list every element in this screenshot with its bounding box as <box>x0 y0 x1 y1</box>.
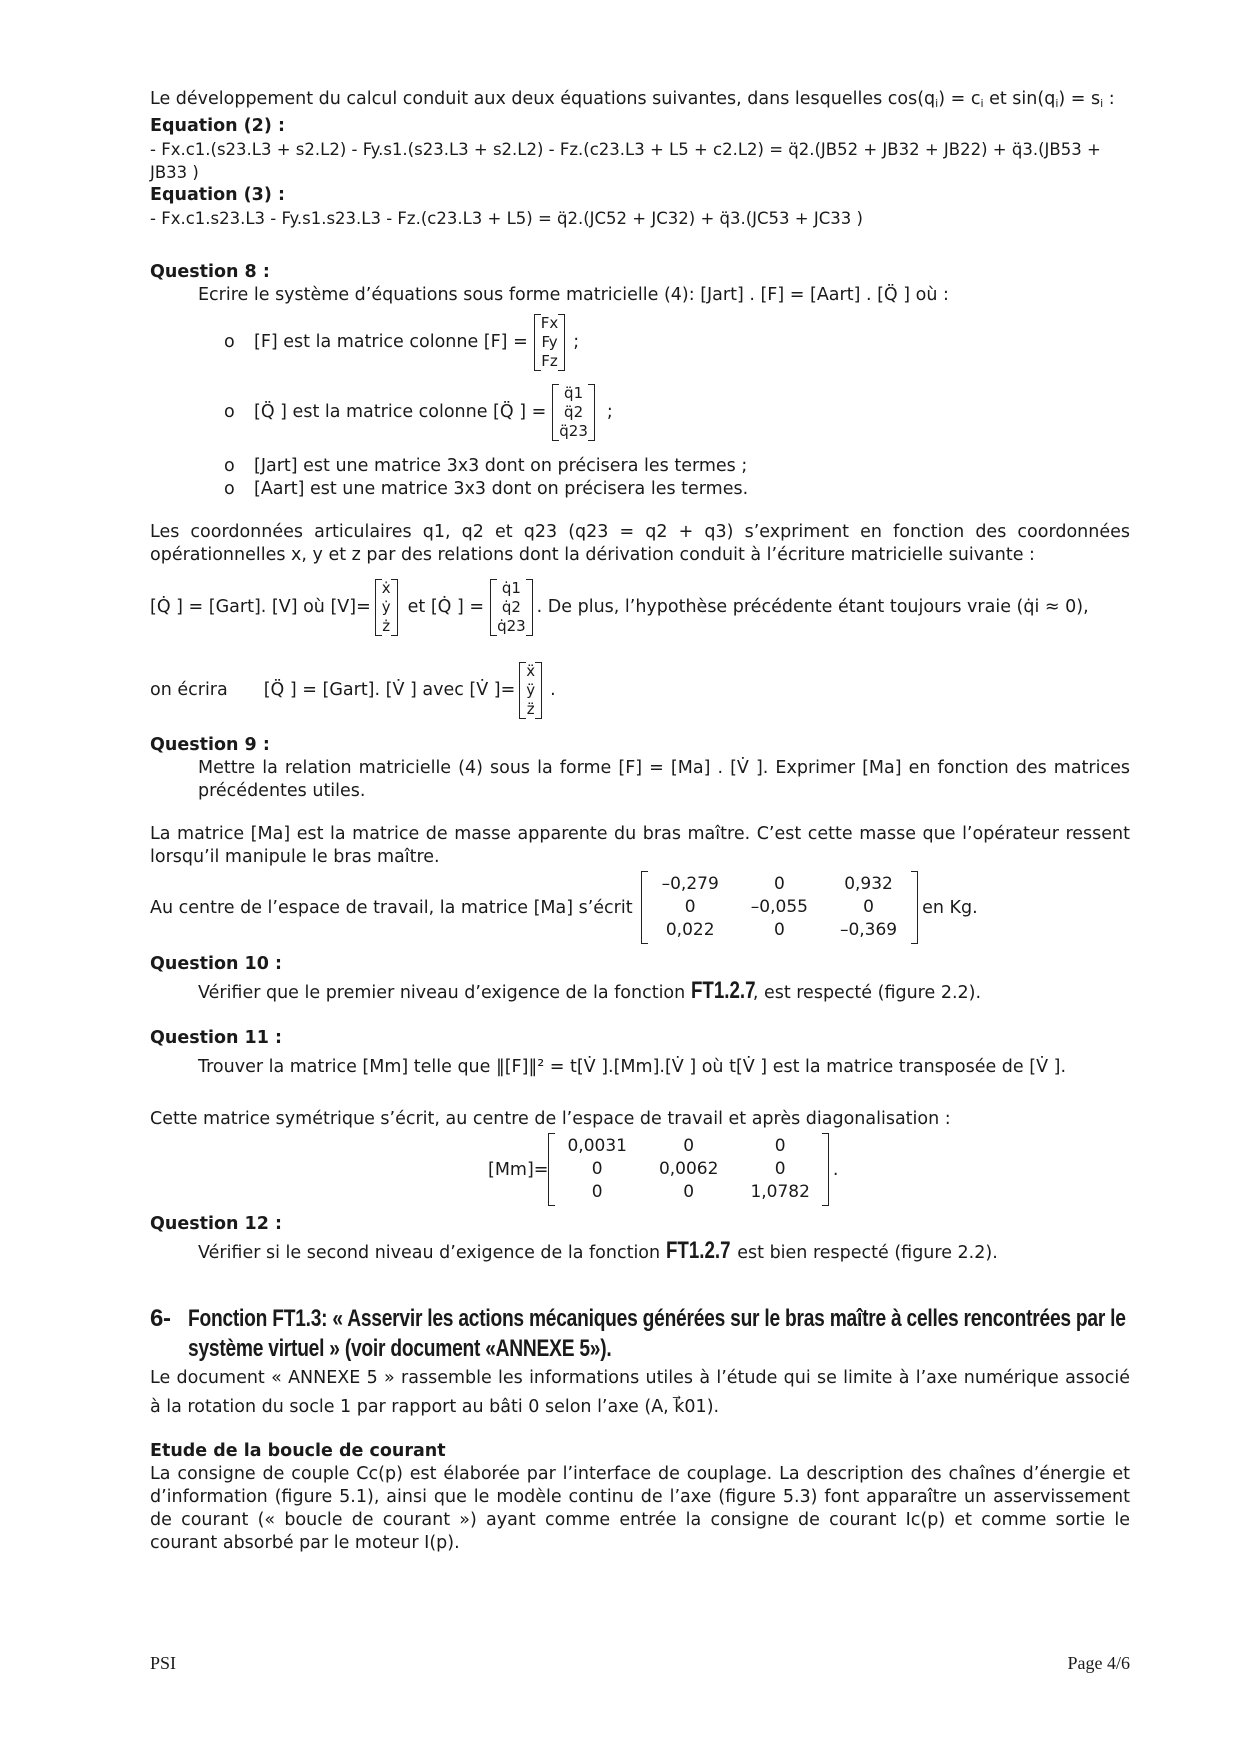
question-9-text: Mettre la relation matricielle (4) sous la forme [F] = [Ma] . [V̇ ]. Exprimer [Ma] en fonction des matrices précédentes utiles. <box>198 758 1130 801</box>
question-12-label: Question 12 : <box>150 1214 283 1234</box>
question-11-text: Trouver la matrice [Mm] telle que ‖[F]‖² = t[V̇ ].[Mm].[V̇ ] où t[V̇ ] est la matrice transposée de [V̇ ]. <box>198 1057 1067 1077</box>
mm-matrix-line: [Mm]= 0,0031 0 0 0 0,0062 0 0 0 1,0782 . <box>488 1133 1130 1206</box>
equation-2-label: Equation (2) : <box>150 116 285 136</box>
mm-paragraph: Cette matrice symétrique s’écrit, au centre de l’espace de travail et après diagonalisation : <box>150 1109 951 1129</box>
question-10-label: Question 10 : <box>150 954 283 974</box>
section-6-heading <box>150 1304 1130 1364</box>
coords-paragraph: Les coordonnées articulaires q1, q2 et q23 (q23 = q2 + q3) s’expriment en fonction des coordonnées opérationnelles x, y et z par des relations dont la dérivation conduit à l’écriture matricielle suivante : <box>150 522 1130 565</box>
v-column-vector: ẋ ẏ ż <box>375 579 398 636</box>
ft127-label: FT1.2.7 <box>665 1237 731 1264</box>
question-11-label: Question 11 : <box>150 1028 283 1048</box>
ft127-label: FT1.2.7 <box>690 977 756 1004</box>
q-column-vector: q̈1 q̈2 q̈23 <box>552 384 595 441</box>
page-number: Page 4/6 <box>1067 1653 1130 1673</box>
question-9-label: Question 9 : <box>150 735 270 755</box>
page-footer <box>150 1653 1130 1674</box>
section-title: Fonction FT1.3: « Asservir les actions mécaniques générées sur le bras maître à celles rencontrées par le système virtuel » (voir document «ANNEXE 5»). <box>188 1305 1126 1362</box>
section-number: 6- <box>150 1305 171 1332</box>
coords-line-2: on écrira [Q̈ ] = [Gart]. [V̇ ] avec [V̇ ]= ẍ ÿ z̈ . <box>150 661 556 718</box>
section-6-paragraph: Le document « ANNEXE 5 » rassemble les informations utiles à l’étude qui se limite à l’axe numérique associé à la rotation du socle 1 par rapport au bâti 0 selon l’axe (A, k⃗01). <box>150 1368 1130 1417</box>
question-8-text: Ecrire le système d’équations sous forme matricielle (4): [Jart] . [F] = [Aart] . [Q̈ ] où : <box>198 285 949 305</box>
bullet: o <box>224 331 235 352</box>
bullet: o <box>224 456 235 476</box>
bullet: o <box>224 401 235 422</box>
ma-paragraph: La matrice [Ma] est la matrice de masse apparente du bras maître. C’est cette masse que l’opérateur ressent lorsqu’il manipule le bras maître. <box>150 824 1130 867</box>
equation-3-label: Equation (3) : <box>150 185 285 205</box>
bullet-jart: o [Jart] est une matrice 3x3 dont on précisera les termes ; <box>224 456 748 476</box>
coords-line-1: [Q̇ ] = [Gart]. [V] où [V]= ẋ ẏ ż et [Q̇ ] = q̇1 q̇2 q̇23 . De plus, l’hypothèse précédente étant toujours vraie (q̇i ≈ 0), <box>150 578 1089 635</box>
vdot-column-vector: ẍ ÿ z̈ <box>519 662 542 719</box>
boucle-title: Etude de la boucle de courant <box>150 1441 446 1461</box>
intro-paragraph: Le développement du calcul conduit aux deux équations suivantes, dans lesquelles $\cos(q_i) = c_i$ et $\sin(q_i) = s_i$ : <box>150 89 1115 110</box>
question-12-text: Vérifier si le second niveau d’exigence de la fonction FT1.2.7 est bien respecté (figure 2.2). <box>198 1237 998 1264</box>
mm-matrix: 0,0031 0 0 0 0,0062 0 0 0 1,0782 <box>548 1133 828 1206</box>
bullet: o <box>224 479 235 499</box>
question-8-label: Question 8 : <box>150 262 270 282</box>
equation-2: - Fx.c1.(s23.L3 + s2.L2) - Fy.s1.(s23.L3 + s2.L2) - Fz.(c23.L3 + L5 + c2.L2) = q̈2.(JB52 + JB32 + JB22) + q̈3.(JB53 + JB33 ) <box>150 140 1101 182</box>
page-content <box>150 88 1130 1555</box>
bullet-aart: o [Aart] est une matrice 3x3 dont on précisera les termes. <box>224 479 749 499</box>
footer-left: PSI <box>150 1653 177 1673</box>
boucle-paragraph: La consigne de couple Cc(p) est élaborée par l’interface de couplage. La description des chaînes d’énergie et d’information (figure 5.1), ainsi que le modèle continu de l’axe (figure 5.3) font apparaître un asservissement de courant (« boucle de courant ») ayant comme entrée la consigne de courant Ic(p) et comme sortie le courant absorbé par le moteur I(p). <box>150 1464 1130 1553</box>
equation-3: - Fx.c1.s23.L3 - Fy.s1.s23.L3 - Fz.(c23.L3 + L5) = q̈2.(JC52 + JC32) + q̈3.(JC53 + JC33 ) <box>150 209 863 228</box>
bullet-q-matrix: o [Q̈ ] est la matrice colonne [Q̈ ] = q̈1 q̈2 q̈23 ; <box>224 383 613 440</box>
question-10-text: Vérifier que le premier niveau d’exigence de la fonction FT1.2.7, est respecté (figure 2.2). <box>198 977 982 1004</box>
ma-matrix-line: Au centre de l’espace de travail, la matrice [Ma] s’écrit –0,279 0 0,932 0 –0,055 0 0,022 0 –0,369 en Kg. <box>150 871 1130 944</box>
ma-matrix: –0,279 0 0,932 0 –0,055 0 0,022 0 –0,369 <box>641 871 919 944</box>
bullet-f-matrix: o [F] est la matrice colonne [F] = Fx Fy Fz ; <box>224 313 580 370</box>
qdot-column-vector: q̇1 q̇2 q̇23 <box>490 579 533 636</box>
f-column-vector: Fx Fy Fz <box>534 314 566 371</box>
